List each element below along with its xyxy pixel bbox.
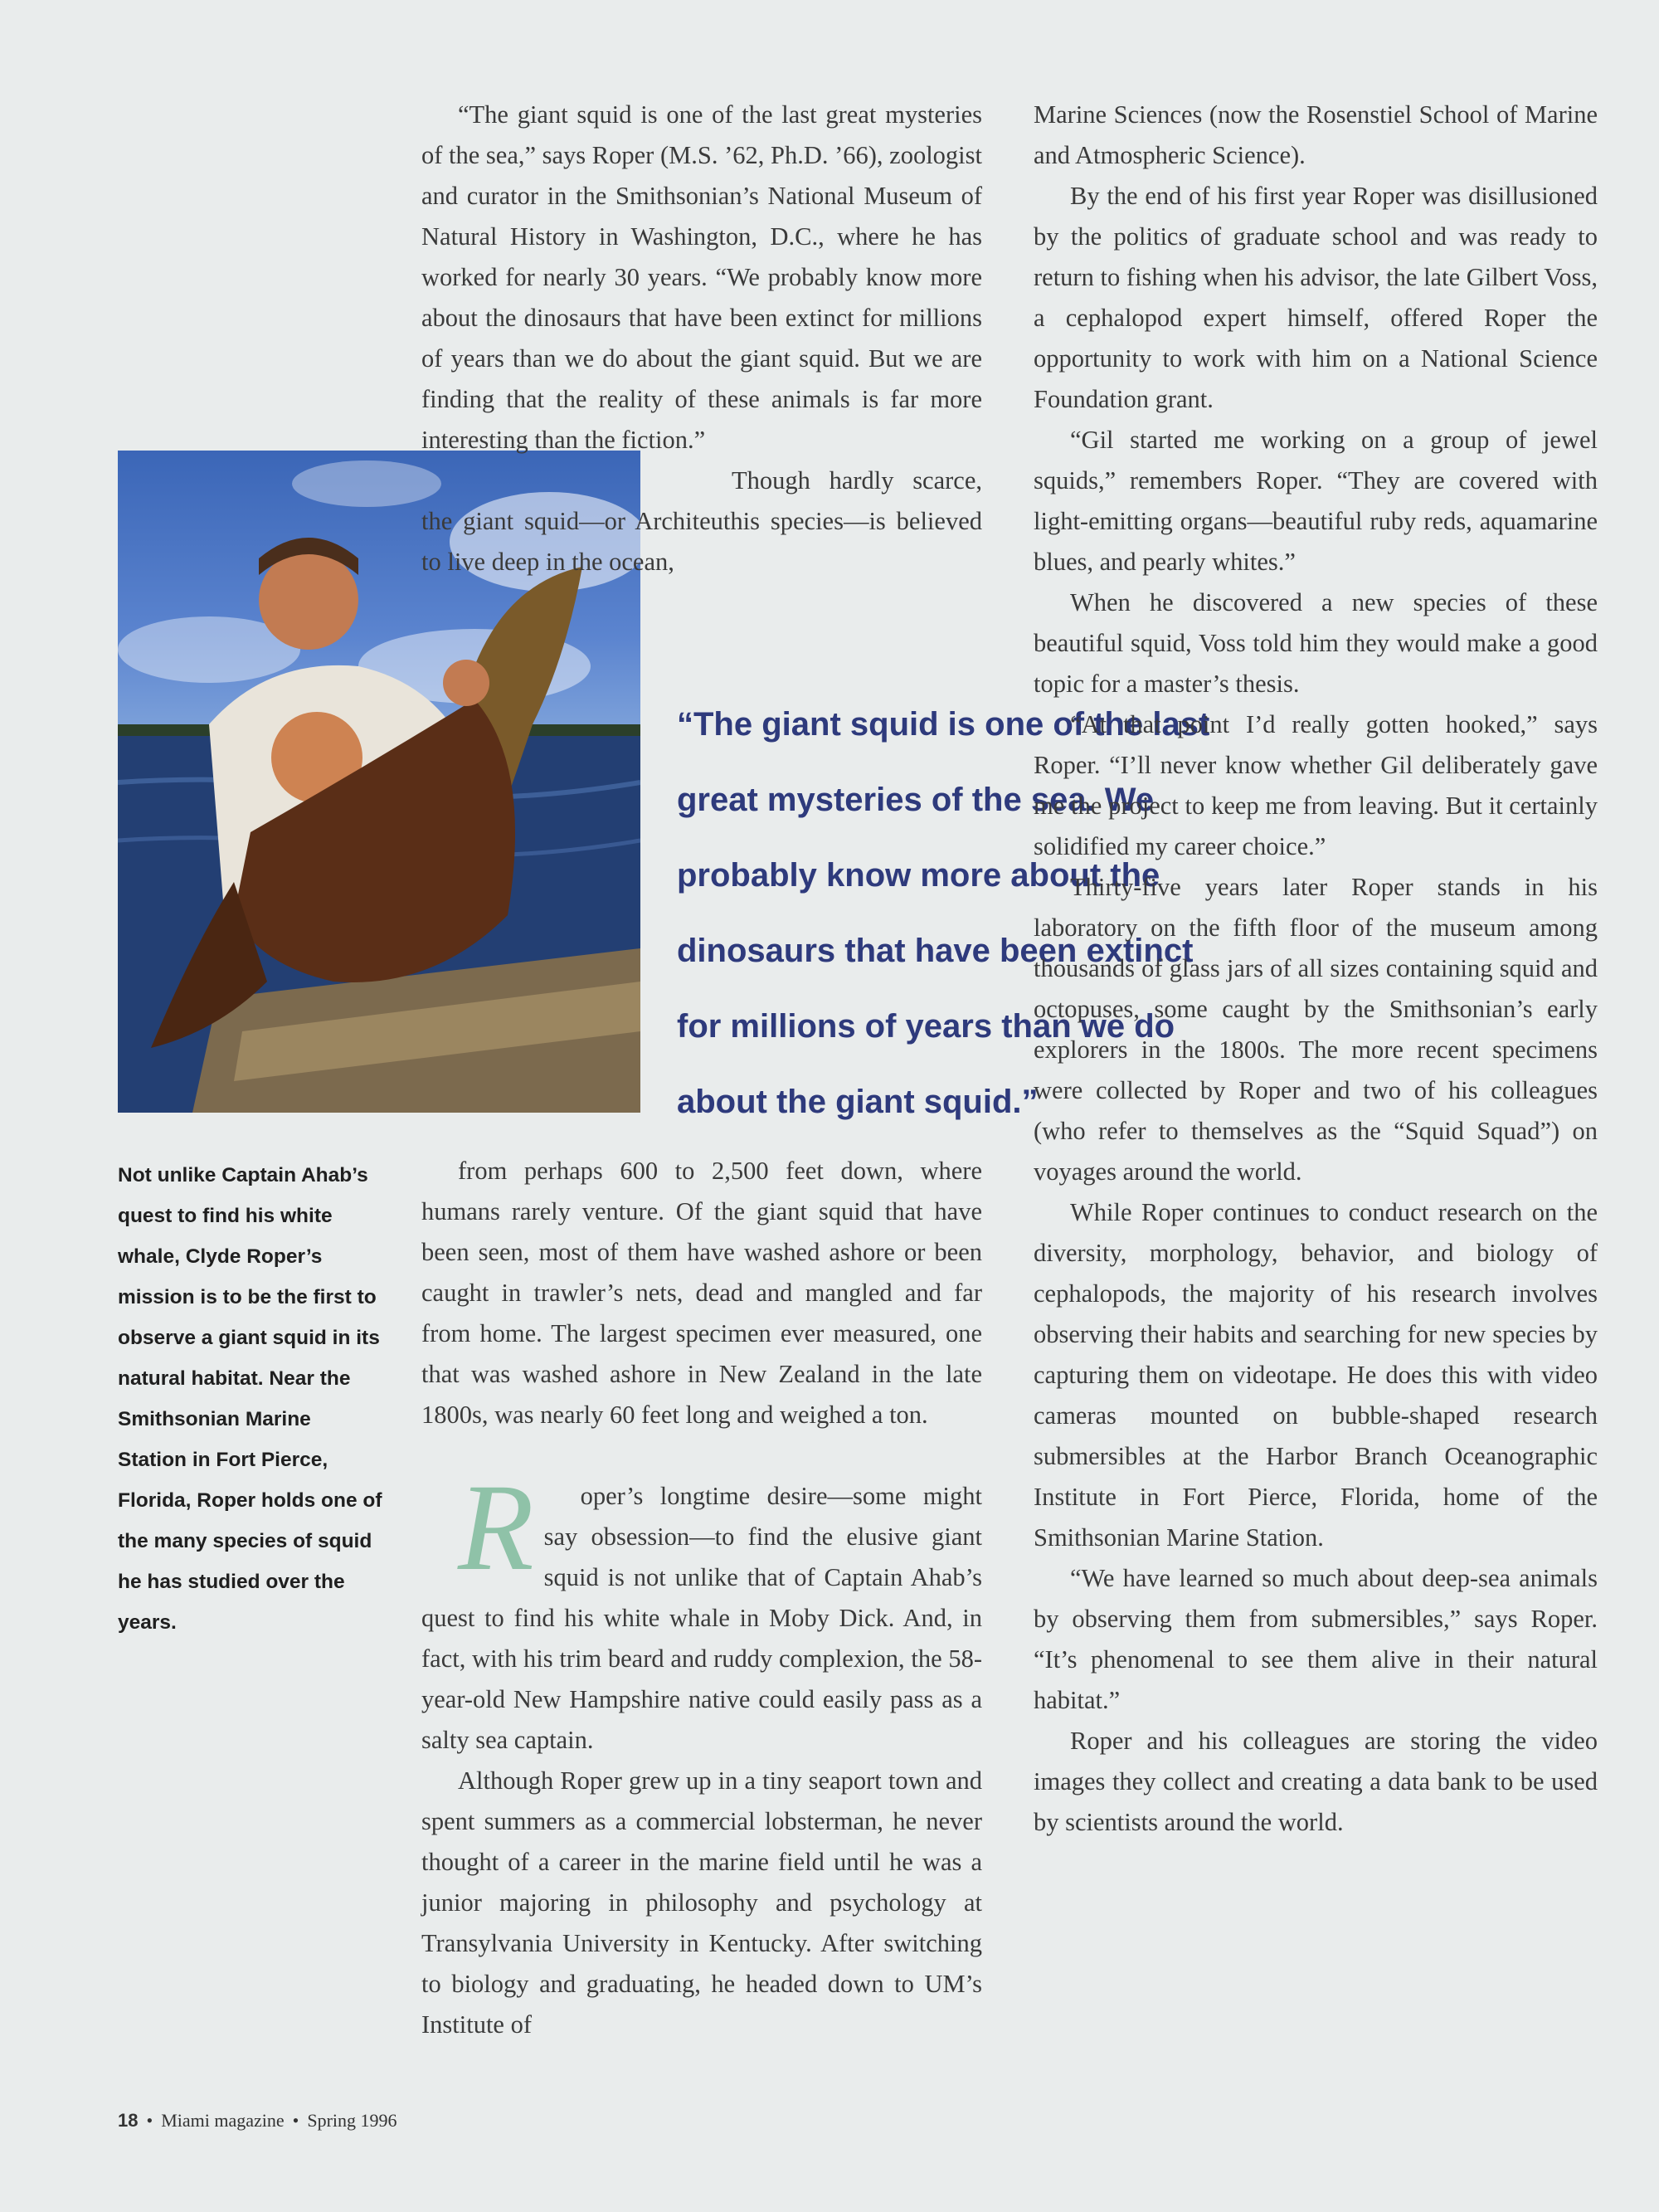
paragraph-text: oper’s longtime desire—some might say obsession—to find the elusive giant squid is not unlike that of Captain Ahab’s quest to find his white whale in Moby Dick. And, in fact, with his trim beard and ruddy complexion, the 58-year-old New Hampshire native could easily pass as a salty sea captain. [421, 1482, 982, 1754]
drop-cap: R [458, 1459, 534, 1596]
paragraph: While Roper continues to conduct research on the diversity, morphology, behavior, and biology of cephalopods, the majority of his research involves observing their habits and searching for new species by capturing them on videotape. He does this with video cameras mounted on bubble-shaped research submersibles at the Harbor Branch Oceanographic Institute in Fort Pierce, Florida, home of the Smithsonian Marine Station. [1034, 1198, 1598, 1552]
folio-separator: • [292, 2110, 299, 2131]
paragraph: By the end of his first year Roper was disillusioned by the politics of graduate school and was ready to return to fishing when his advisor, the late Gilbert Voss, a cephalopod expert himself, offered Roper the opportunity to work with him on a National Science Foundation grant. [1034, 182, 1598, 413]
paragraph: from perhaps 600 to 2,500 feet down, where humans rarely venture. Of the giant squid that have been seen, most of them have washed ashore or been caught in trawler’s nets, dead and mangled and far from home. The largest specimen ever measured, one that was washed ashore in New Zealand in the late 1800s, was nearly 60 feet long and weighed a ton. [421, 1157, 982, 1429]
paragraph: “We have learned so much about deep-sea animals by observing them from submersibles,” says Roper. “It’s phenomenal to see them alive in their natural habitat.” [1034, 1564, 1598, 1714]
article-column-left-bottom [421, 1151, 982, 2045]
paragraph: When he discovered a new species of these beautiful squid, Voss told him they would make a good topic for a master’s thesis. [1034, 588, 1598, 698]
paragraph-text: Though hardly scarce, the giant squid—or Architeuthis species—is believed to live deep in the ocean, [421, 466, 982, 576]
publication-name: Miami magazine [161, 2110, 285, 2131]
paragraph: Roper and his colleagues are storing the video images they collect and creating a data bank to be used by scientists around the world. [1034, 1727, 1598, 1836]
page-number: 18 [118, 2110, 139, 2131]
article-column-right [1034, 95, 1598, 1843]
folio-separator: • [146, 2110, 153, 2131]
paragraph [421, 460, 982, 582]
paragraph: “At that point I’d really gotten hooked,” says Roper. “I’ll never know whether Gil deliberately gave me the project to keep me from leaving. But it certainly solidified my career choice.” [1034, 710, 1598, 860]
paragraph: Thirty-five years later Roper stands in his laboratory on the fifth floor of the museum among thousands of glass jars of all sizes containing squid and octopuses, some caught by the Smithsonian’s early explorers in the 1800s. The more recent specimens were collected by Roper and two of his colleagues (who refer to themselves as the “Squid Squad”) on voyages around the world. [1034, 873, 1598, 1186]
pull-quote: “The giant squid is one of the last great mysteries of the sea. We probably know more about the dinosaurs that have been extinct for millions of years than we do about the giant squid.” [677, 706, 1210, 1120]
article-column-left-top [421, 95, 982, 582]
photo-caption: Not unlike Captain Ahab’s quest to find his white whale, Clyde Roper’s mission is to be the first to observe a giant squid in its natural habitat. Near the Smithsonian Marine Station in Fort Pierce, Florida, Roper holds one of the many species of squid he has studied over the years. [118, 1164, 382, 1634]
page-folio [118, 2110, 397, 2132]
paragraph: Although Roper grew up in a tiny seaport town and spent summers as a commercial lobsterman, he never thought of a career in the marine field until he was a junior majoring in philosophy and psychology at Transylvania University in Kentucky. After switching to biology and graduating, he headed down to UM’s Institute of [421, 1766, 982, 2039]
paragraph-with-dropcap [421, 1459, 982, 1761]
issue-date: Spring 1996 [307, 2110, 397, 2131]
paragraph: Marine Sciences (now the Rosenstiel School of Marine and Atmospheric Science). [1034, 100, 1598, 169]
paragraph: “Gil started me working on a group of jewel squids,” remembers Roper. “They are covered with light-emitting organs—beautiful ruby reds, aquamarine blues, and pearly whites.” [1034, 426, 1598, 576]
paragraph: “The giant squid is one of the last great mysteries of the sea,” says Roper (M.S. ’62, Ph.D. ’66), zoologist and curator in the Smithsonian’s National Museum of Natural History in Washington, D.C., where he has worked for nearly 30 years. “We probably know more about the dinosaurs that have been extinct for millions of years than we do about the giant squid. But we are finding that the reality of these animals is far more interesting than the fiction.” [421, 100, 982, 454]
